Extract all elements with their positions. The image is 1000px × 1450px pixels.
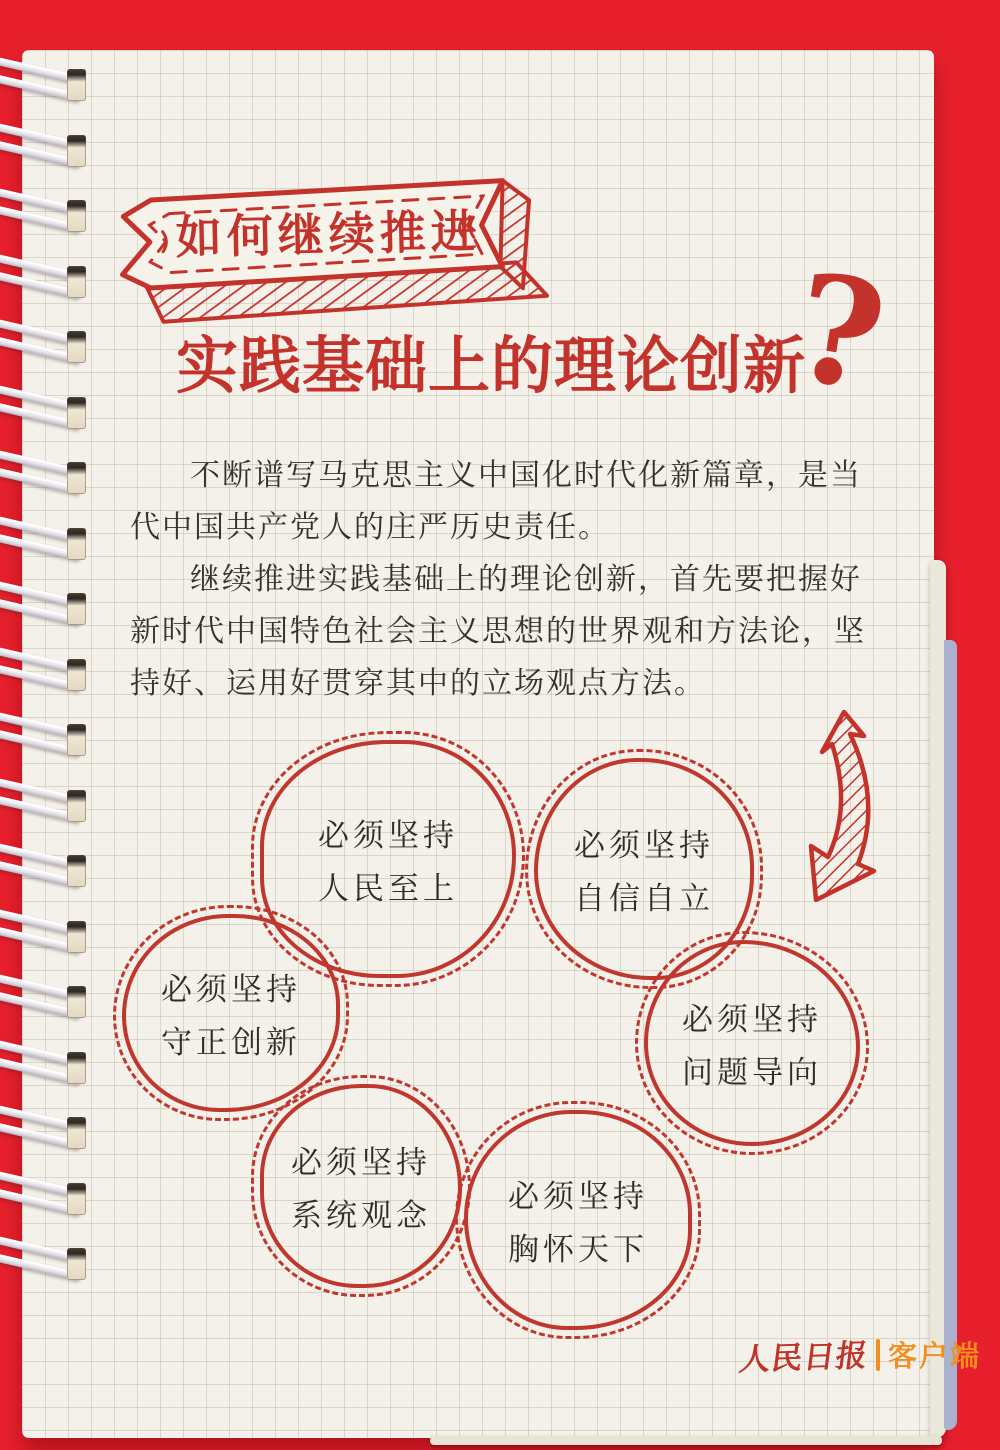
- bubble-line: 守正创新: [161, 1025, 301, 1061]
- bubble-systems-concept: [260, 1084, 462, 1288]
- spiral-ring: [0, 324, 96, 372]
- bubble-line: 必须坚持: [574, 828, 714, 864]
- question-mark: ?: [782, 239, 896, 425]
- spiral-ring: [0, 1241, 96, 1289]
- spiral-ring: [0, 259, 96, 307]
- brand-logo: [737, 1332, 982, 1379]
- bubble-line: 必须坚持: [291, 1145, 431, 1181]
- spiral-ring: [0, 455, 96, 503]
- brand-suffix: 客户端: [888, 1339, 982, 1373]
- bubble-line: 必须坚持: [508, 1179, 648, 1215]
- spiral-ring: [0, 390, 96, 438]
- spiral-ring: [0, 62, 96, 110]
- spiral-ring: [0, 652, 96, 700]
- spiral-ring: [0, 979, 96, 1027]
- page-stack-edge: [430, 1436, 942, 1445]
- bubble-line: 必须坚持: [682, 1002, 822, 1038]
- page-title: 实践基础上的理论创新: [176, 329, 807, 402]
- bubble-line: 人民至上: [318, 871, 458, 907]
- spiral-ring: [0, 783, 96, 831]
- curved-arrow-icon: [786, 706, 898, 906]
- spiral-ring: [0, 848, 96, 896]
- bubble-integrity-innovation: [122, 914, 340, 1112]
- bubble-line: 自信自立: [574, 881, 714, 917]
- bubble-line: 系统观念: [291, 1198, 431, 1234]
- paragraph-worldview: 继续推进实践基础上的理论创新，首先要把握好新时代中国特色社会主义思想的世界观和方法论，坚持好、运用好贯穿其中的立场观点方法。: [130, 562, 866, 701]
- ribbon-banner: [114, 165, 569, 330]
- bubble-line: 必须坚持: [161, 972, 301, 1008]
- bubble-global-vision: [464, 1110, 692, 1330]
- bubble-line: 问题导向: [682, 1055, 822, 1091]
- spiral-ring: [0, 914, 96, 962]
- banner-title: 如何继续推进: [175, 204, 483, 265]
- brand-divider: [876, 1339, 880, 1371]
- bubble-line: 必须坚持: [318, 818, 458, 854]
- spiral-ring: [0, 193, 96, 241]
- spiral-ring: [0, 586, 96, 634]
- spiral-ring: [0, 1110, 96, 1158]
- spiral-ring: [0, 521, 96, 569]
- spiral-ring: [0, 128, 96, 176]
- spiral-binding: [0, 62, 102, 1362]
- brand-name: 人民日报: [737, 1337, 871, 1379]
- paragraph-responsibility: 不断谱写马克思主义中国化时代化新篇章，是当代中国共产党人的庄严历史责任。: [130, 458, 862, 545]
- spiral-ring: [0, 717, 96, 765]
- spiral-ring: [0, 1176, 96, 1224]
- bubble-line: 胸怀天下: [508, 1232, 648, 1268]
- page-stack-edge: [944, 640, 957, 1430]
- spiral-ring: [0, 1045, 96, 1093]
